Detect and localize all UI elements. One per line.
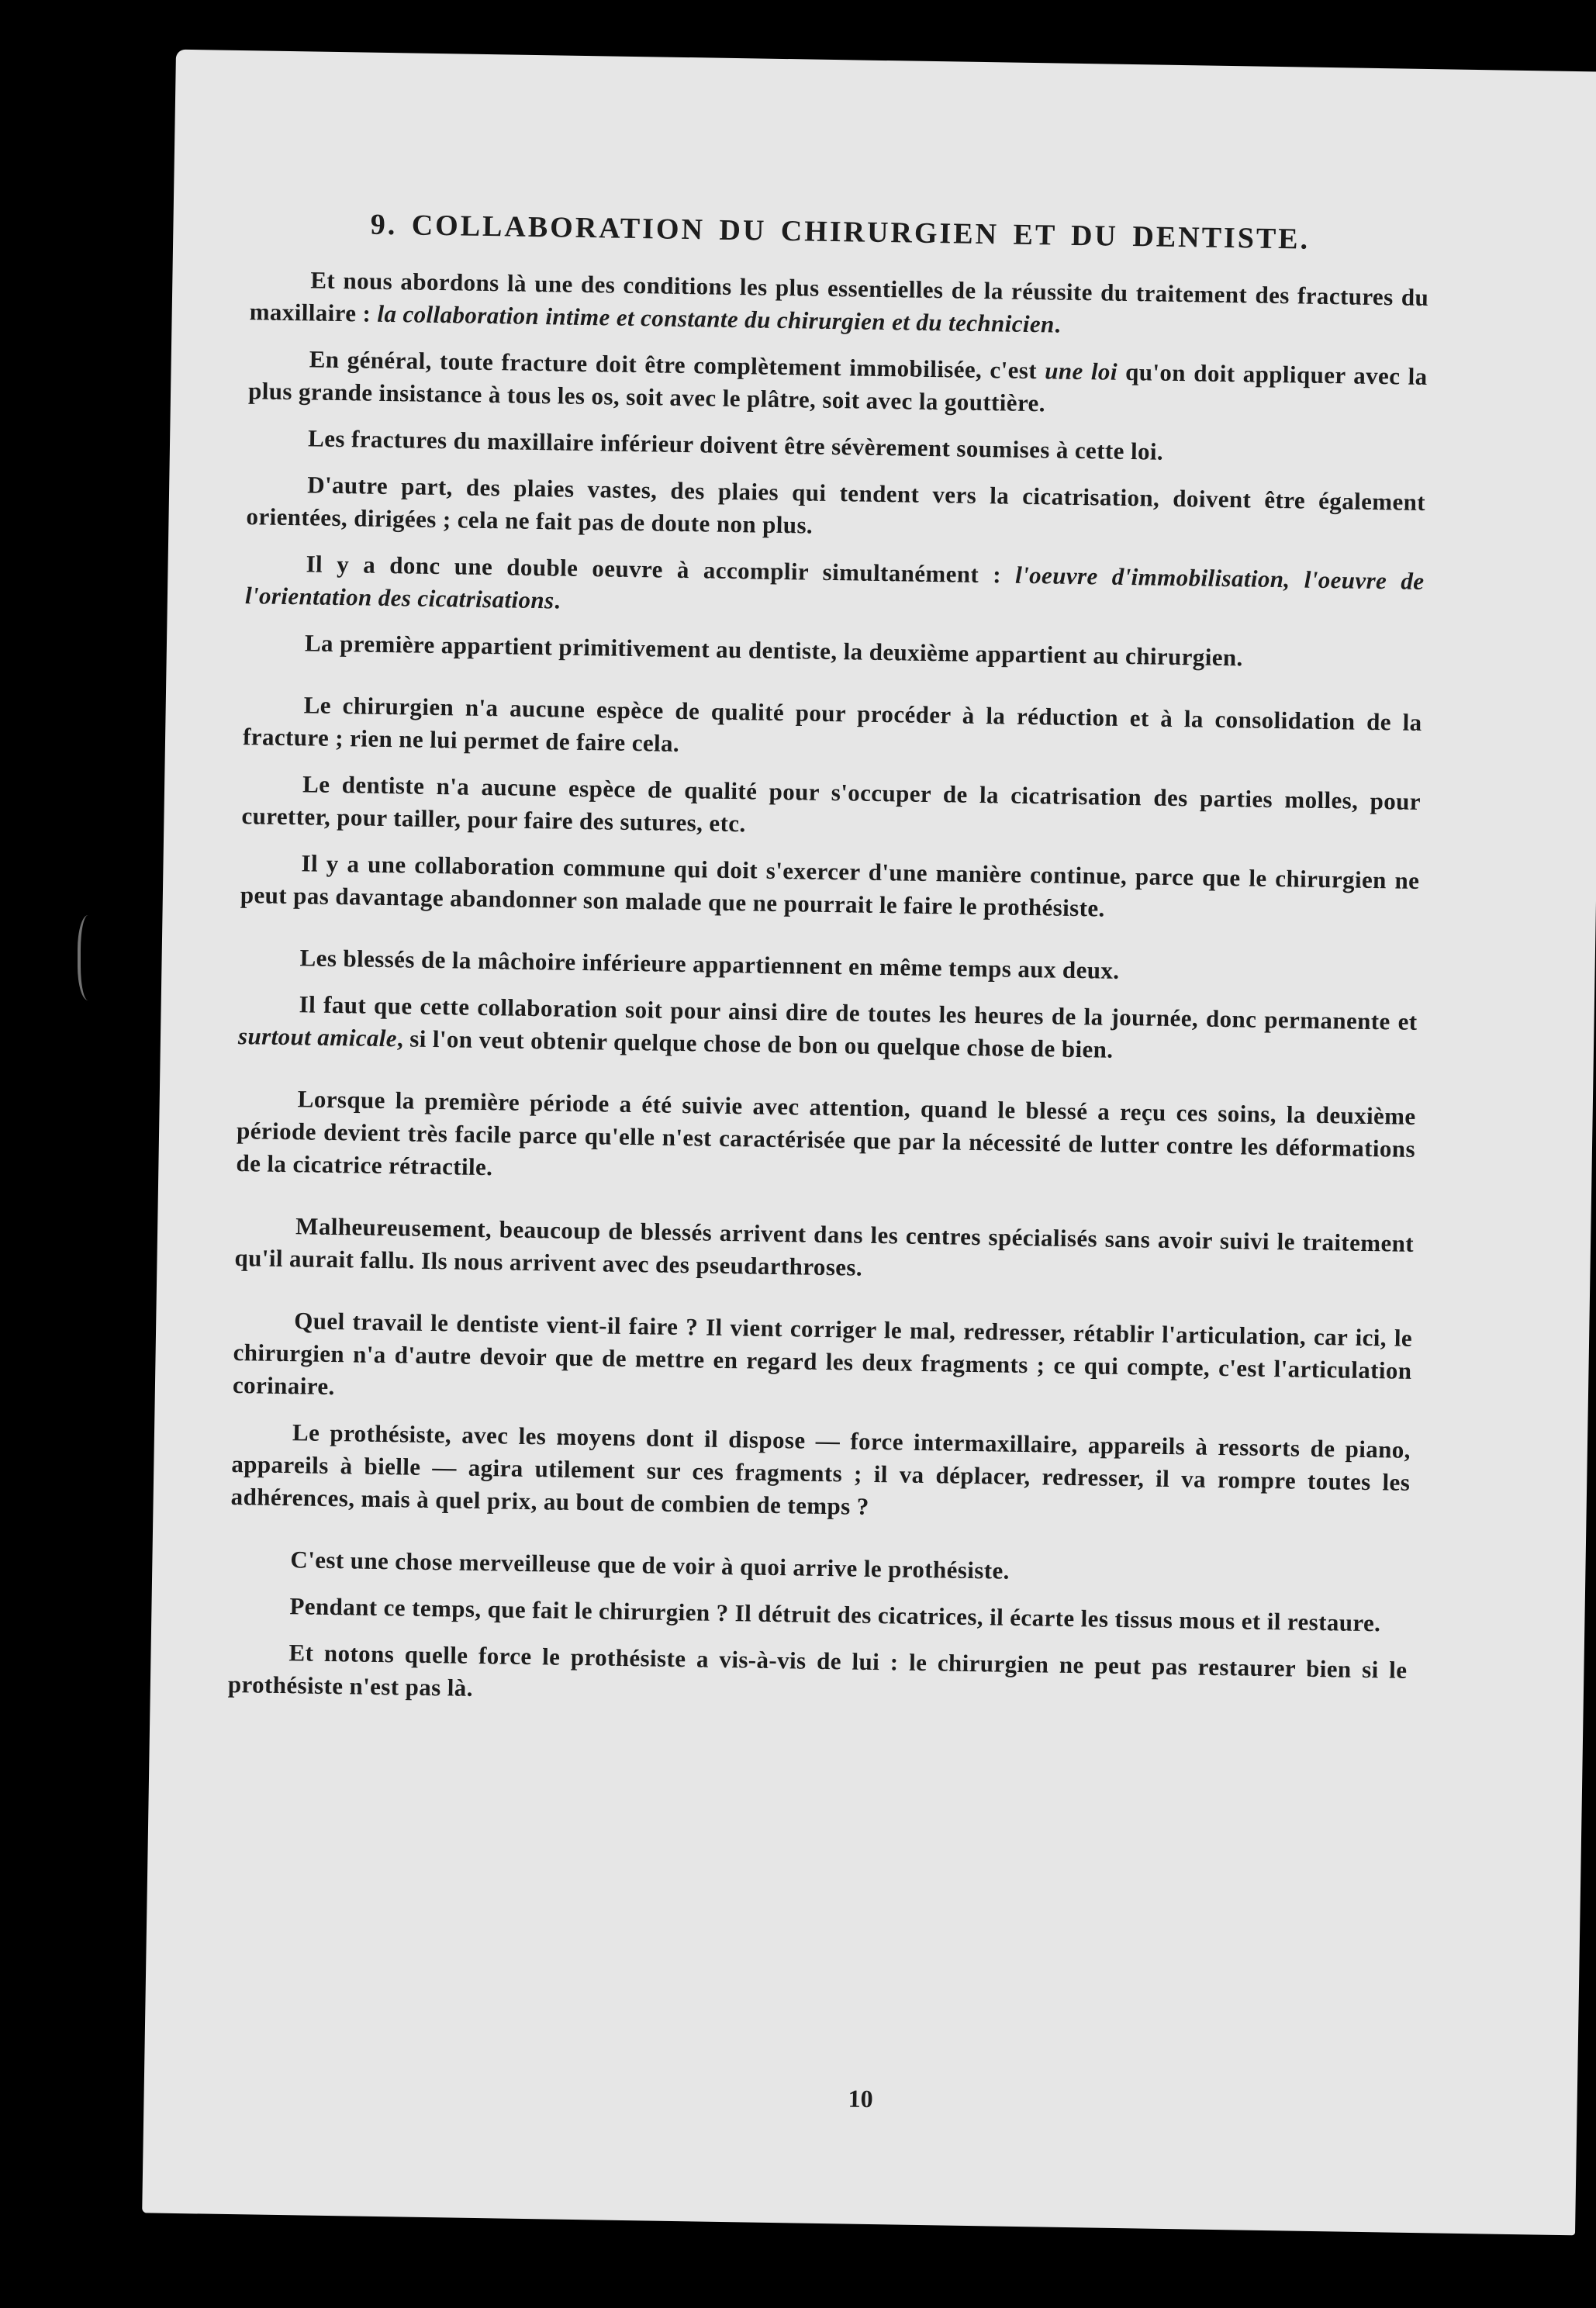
paragraph-8: Le dentiste n'a aucune espèce de qualité pour s'occuper de la cicatrisation des parties molles, pour curetter, pour tailler, pour faire des sutures, etc.: [241, 770, 1422, 838]
paragraph-18: Et notons quelle force le prothésiste a vis-à-vis de lui : le chirurgien ne peut pas restaurer bien si le prothésiste n'est pas là.: [227, 1639, 1408, 1702]
document-page: [142, 50, 1596, 2236]
paragraph-12: Lorsque la première période a été suivie avec attention, quand le blessé a reçu ces soins, la deuxième période devient très facile parce qu'elle n'est caractérisée que par la nécessité de lutter contre les déformations de la cicatrice rétractile.: [236, 1085, 1416, 1181]
paragraph-14: Quel travail le dentiste vient-il faire ? Il vient corriger le mal, redresser, rétablir l'articulation, car ici, le chirurgien n'a d'autre devoir que de mettre en regard les deux fragments ; ce qui compte, c'est l'articulation corinaire.: [232, 1307, 1413, 1401]
paragraph-5: Il y a donc une double oeuvre à accomplir simultanément : l'oeuvre d'immobilisation, l'oeuvre de l'orientation des cicatrisations.: [244, 550, 1425, 614]
paragraph-16: C'est une chose merveilleuse que de voir à quoi arrive le prothésiste.: [290, 1546, 1010, 1584]
paragraph-4: D'autre part, des plaies vastes, des plaies qui tendent vers la cicatrisation, doivent être également orientées, dirigées ; cela ne fait pas de doute non plus.: [246, 471, 1426, 539]
paragraph-6: La première appartient primitivement au dentiste, la deuxième appartient au chirurgien.: [304, 629, 1243, 672]
paragraph-9: Il y a une collaboration commune qui doit s'exercer d'une manière continue, parce que le chirurgien ne peut pas davantage abandonner son malade que ne pourrait le faire le prothésiste.: [240, 849, 1420, 922]
page-number: 10: [848, 2084, 873, 2113]
scan-edge-mark: [78, 915, 104, 1000]
paragraph-15: Le prothésiste, avec les moyens dont il dispose — force intermaxillaire, appareils à ressorts de piano, appareils à bielle — agira utilement sur ces fragments ; il va déplacer, redresser, il va rompre toutes les adhérences, mais à quel prix, au bout de combien de temps ?: [230, 1418, 1411, 1520]
paragraph-3: Les fractures du maxillaire inférieur doivent être sévèrement soumises à cette loi.: [307, 424, 1164, 465]
paragraph-1: Et nous abordons là une des conditions les plus essentielles de la réussite du traitement des fractures du maxillaire : la collaboration intime et constante du chirurgien et du technicien.: [249, 266, 1429, 338]
paragraph-13: Malheureusement, beaucoup de blessés arrivent dans les centres spécialisés sans avoir suivi le traitement qu'il aurait fallu. Ils nous arrivent avec des pseudarthroses.: [234, 1212, 1415, 1281]
paragraph-2: En général, toute fracture doit être complètement immobilisée, c'est une loi qu'on doit appliquer avec la plus grande insistance à tous les os, soit avec le plâtre, soit avec la gouttière.: [247, 345, 1428, 417]
paragraph-11: Il faut que cette collaboration soit pour ainsi dire de toutes les heures de la journée, donc permanente et surtout amicale, si l'on veut obtenir quelque chose de bon ou quelque chose de bien.: [237, 990, 1418, 1063]
paragraph-17: Pendant ce temps, que fait le chirurgien ? Il détruit des cicatrices, il écarte les tissus mous et il restaure.: [289, 1592, 1381, 1637]
section-title: 9. COLLABORATION DU CHIRURGIEN ET DU DENTISTE.: [370, 208, 1311, 256]
paragraph-7: Le chirurgien n'a aucune espèce de qualité pour procéder à la réduction et à la consolidation de la fracture ; rien ne lui permet de faire cela.: [242, 691, 1422, 757]
paragraph-10: Les blessés de la mâchoire inférieure appartiennent en même temps aux deux.: [299, 944, 1120, 984]
text-block: [227, 206, 1429, 1733]
